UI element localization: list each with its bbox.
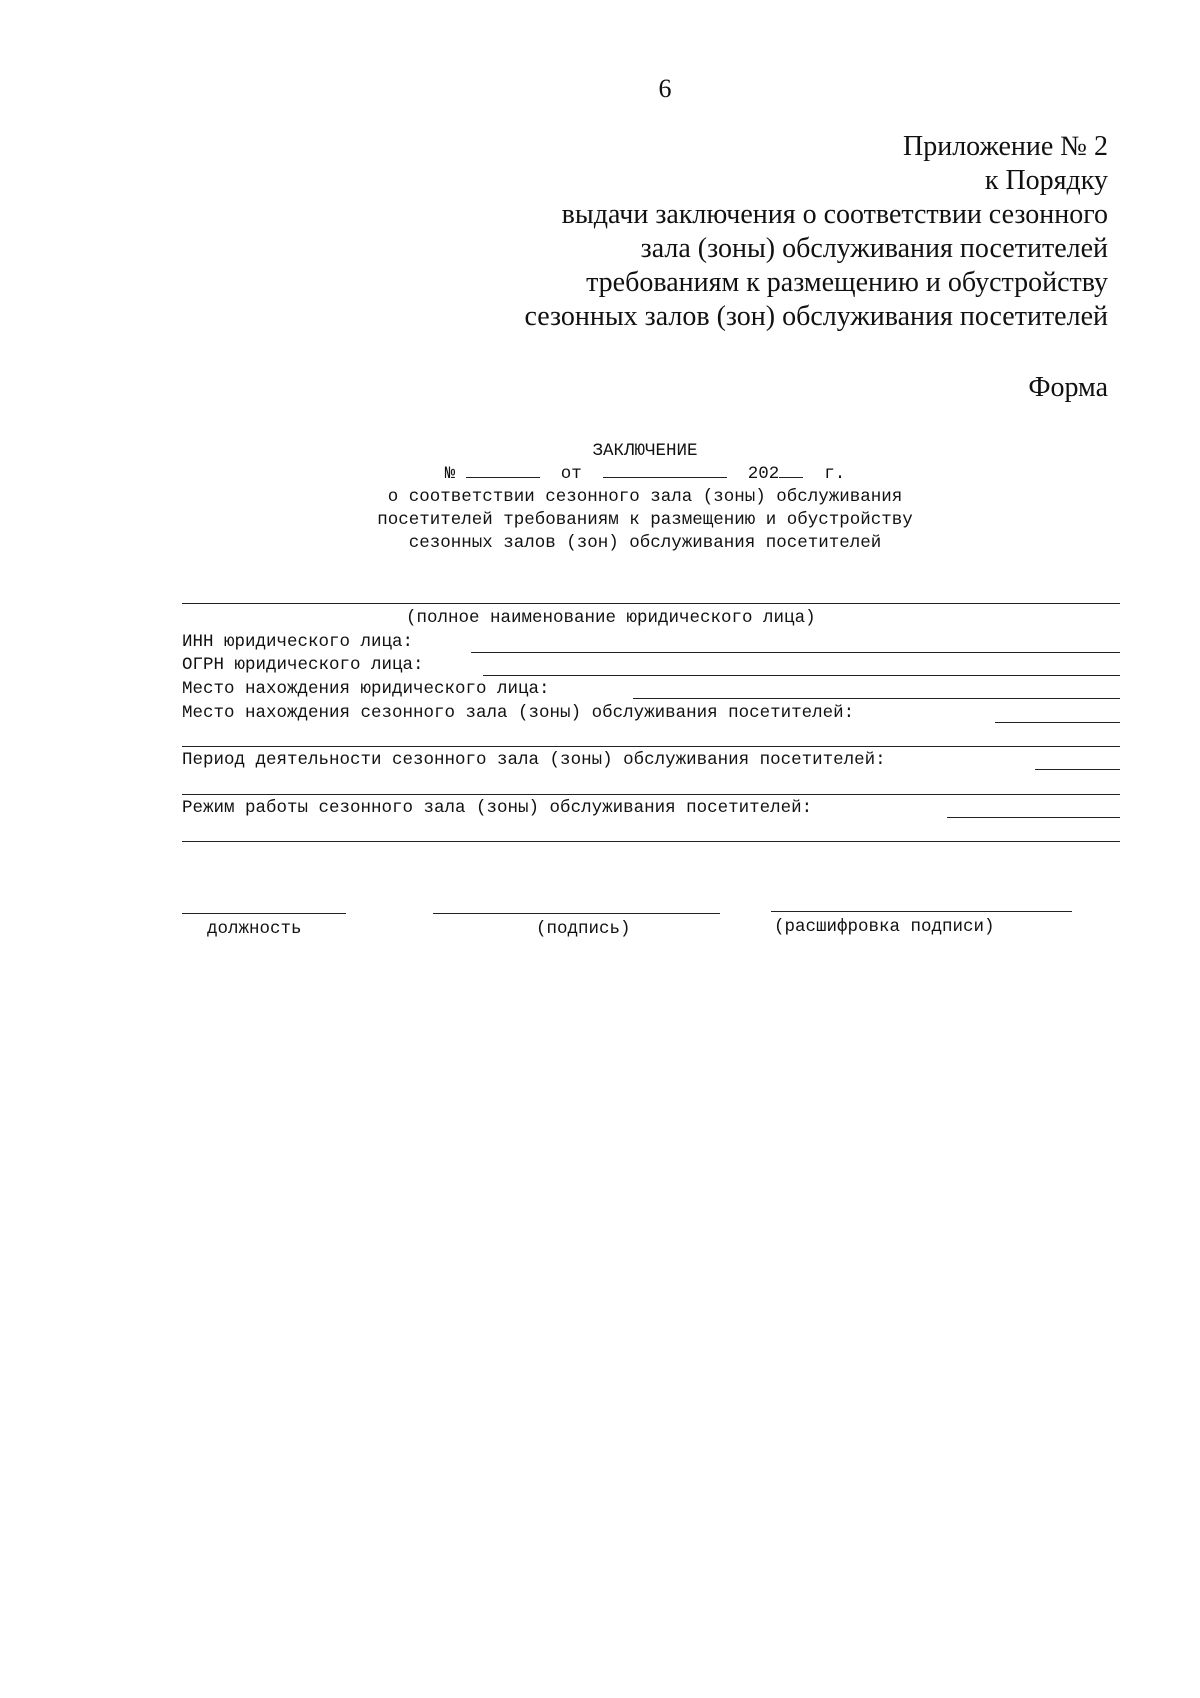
year-suffix: г. [824, 464, 846, 484]
legal-address-field[interactable] [633, 698, 1120, 699]
schedule-field-cont[interactable] [182, 841, 1120, 842]
subtitle-line: о соответствии сезонного зала (зоны) обслуживания [387, 487, 903, 507]
hall-address-field[interactable] [995, 722, 1120, 723]
legal-address-label: Место нахождения юридического лица: [182, 679, 550, 699]
inn-label: ИНН юридического лица: [182, 632, 414, 652]
document-title-block [0, 440, 1200, 555]
from-word: от [560, 464, 582, 484]
schedule-field[interactable] [947, 817, 1120, 818]
year-blank[interactable] [779, 463, 803, 478]
period-field-cont[interactable] [182, 794, 1120, 795]
period-field[interactable] [1035, 769, 1120, 770]
schedule-label: Режим работы сезонного зала (зоны) обслуживания посетителей: [182, 798, 813, 818]
decoding-caption: (расшифровка подписи) [774, 917, 995, 937]
legal-entity-name-line[interactable] [182, 603, 1120, 604]
year-prefix: 202 [747, 464, 780, 484]
ogrn-label: ОГРН юридического лица: [182, 655, 424, 675]
position-caption: должность [207, 919, 302, 939]
signature-caption: (подпись) [536, 919, 631, 939]
decoding-line[interactable] [771, 911, 1072, 912]
ogrn-field[interactable] [483, 675, 1120, 676]
position-line[interactable] [182, 913, 346, 914]
header-line: к Порядку [984, 165, 1108, 196]
form-label: Форма [1028, 372, 1108, 403]
number-date-line [0, 463, 1200, 486]
number-blank[interactable] [466, 463, 540, 478]
hall-address-field-cont[interactable] [182, 746, 1120, 747]
inn-field[interactable] [471, 652, 1120, 653]
header-line: Приложение № 2 [903, 131, 1108, 162]
legal-entity-caption: (полное наименование юридического лица) [406, 608, 816, 628]
signature-line[interactable] [433, 913, 720, 914]
page-number: 6 [658, 74, 672, 103]
subtitle-line: сезонных залов (зон) обслуживания посетителей [408, 533, 882, 553]
hall-address-label: Место нахождения сезонного зала (зоны) обслуживания посетителей: [182, 703, 855, 723]
date-blank[interactable] [603, 463, 727, 478]
header-line: требованиям к размещению и обустройству [586, 267, 1108, 298]
header-line: сезонных залов (зон) обслуживания посетителей [524, 301, 1108, 332]
appendix-header [524, 130, 1108, 334]
header-line: зала (зоны) обслуживания посетителей [640, 233, 1108, 264]
subtitle-line: посетителей требованиям к размещению и обустройству [377, 510, 913, 530]
period-label: Период деятельности сезонного зала (зоны) обслуживания посетителей: [182, 750, 886, 770]
number-sign: № [444, 464, 456, 484]
header-line: выдачи заключения о соответствии сезонного [561, 199, 1108, 230]
document-title: ЗАКЛЮЧЕНИЕ [592, 441, 698, 461]
